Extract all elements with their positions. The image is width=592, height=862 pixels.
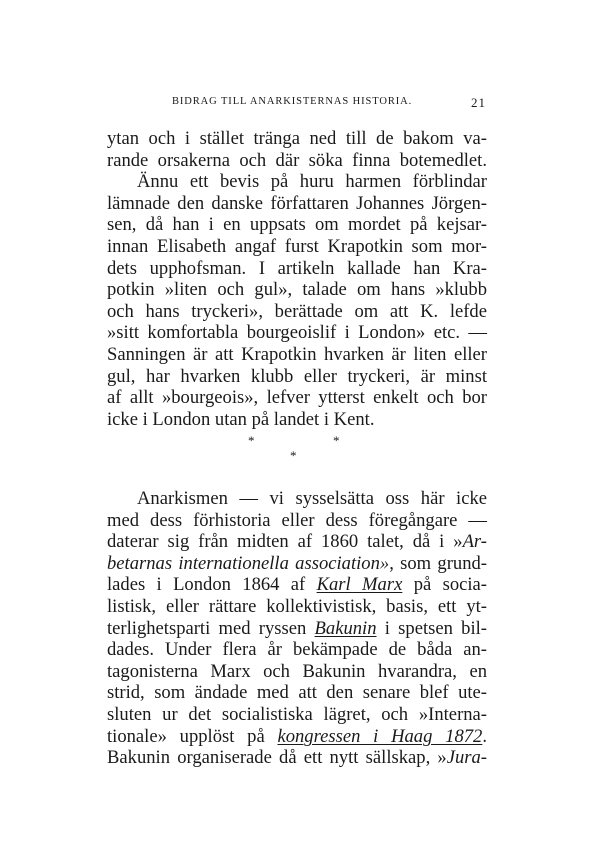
text-line: med dess förhistoria eller dess föregångare — — [107, 509, 487, 531]
text-line: »sitt komfortabla bourgeoislif i London» etc. — — [107, 322, 487, 344]
text-line: dades. Under flera år bekämpade de båda an- — [107, 639, 487, 661]
running-head: BIDRAG TILL ANARKISTERNAS HISTORIA. — [172, 96, 413, 107]
text-run: lades i London 1864 af — [107, 574, 317, 596]
text-line: sen, då han i en uppsats om mordet på kejsar- — [107, 214, 487, 236]
italic-underlined-run: Karl Marx — [316, 574, 403, 596]
text-line: dets upphofsman. I artikeln kallade han Kra- — [107, 257, 487, 279]
italic-run: betarnas internationella association» — [107, 552, 390, 574]
italic-underlined-run: Bakunin — [314, 617, 377, 639]
text-line: lämnade den danske författaren Johannes Jörgen- — [107, 192, 487, 214]
text-run: Bakunin organiserade då ett nytt sällskap, » — [107, 747, 447, 769]
text-run: daterar sig från midten af 1860 talet, då i » — [107, 531, 463, 553]
asterisk-center: * — [290, 448, 297, 463]
page-number: 21 — [471, 95, 486, 110]
text-line: ytan och i stället tränga ned till de bakom va- — [107, 128, 487, 149]
text-line: potkin »liten och gul», talade om hans »klubb — [107, 279, 487, 301]
text-line: icke i London utan på landet i Kent. — [107, 408, 375, 430]
text-line: rande orsakerna och där söka finna botemedlet. — [107, 149, 487, 171]
text-line: strid, som ändade med att den senare blef ute- — [107, 682, 487, 704]
italic-underlined-run: kongressen i Haag 1872 — [277, 725, 483, 747]
text-run: tionale» upplöst på — [107, 725, 278, 747]
text-line: Anarkismen — vi sysselsätta oss här icke — [137, 488, 487, 509]
paragraph-krapotkin — [107, 128, 487, 430]
asterisk-right: * — [333, 433, 340, 448]
text-line: sluten ur det socialistiska lägret, och »Interna- — [107, 703, 487, 725]
italic-run: Jura- — [446, 747, 487, 769]
text-line — [107, 747, 487, 769]
text-line: Sanningen är att Krapotkin hvarken är liten eller — [107, 343, 487, 365]
paragraph-anarkismen — [107, 488, 487, 769]
italic-run: Ar- — [462, 531, 487, 553]
text-line: listisk, eller rättare kollektivistisk, basis, ett yt- — [107, 595, 487, 617]
text-line — [107, 553, 487, 575]
page-header — [172, 96, 486, 114]
text-run: på socia- — [402, 574, 487, 596]
text-line — [107, 531, 487, 553]
text-line: och hans tryckeri», berättade om att K. lefde — [107, 300, 487, 322]
text-line: af allt »bourgeois», lefver ytterst enkelt och bor — [107, 387, 487, 409]
text-line: Ännu ett bevis på huru harmen förblindar — [137, 171, 487, 193]
text-line: gul, har hvarken klubb eller tryckeri, är minst — [107, 365, 487, 387]
asterisk-left: * — [248, 433, 255, 448]
text-run: i spetsen bil- — [376, 617, 487, 639]
text-line: tagonisterna Marx och Bakunin hvarandra, en — [107, 660, 487, 682]
text-run: . — [482, 725, 487, 747]
text-line: innan Elisabeth angaf furst Krapotkin som mor- — [107, 235, 487, 257]
text-run: terlighetsparti med ryssen — [107, 617, 315, 639]
text-line — [107, 574, 487, 596]
text-run: , som grund- — [389, 552, 487, 574]
text-line — [107, 726, 487, 748]
text-line — [107, 618, 487, 640]
